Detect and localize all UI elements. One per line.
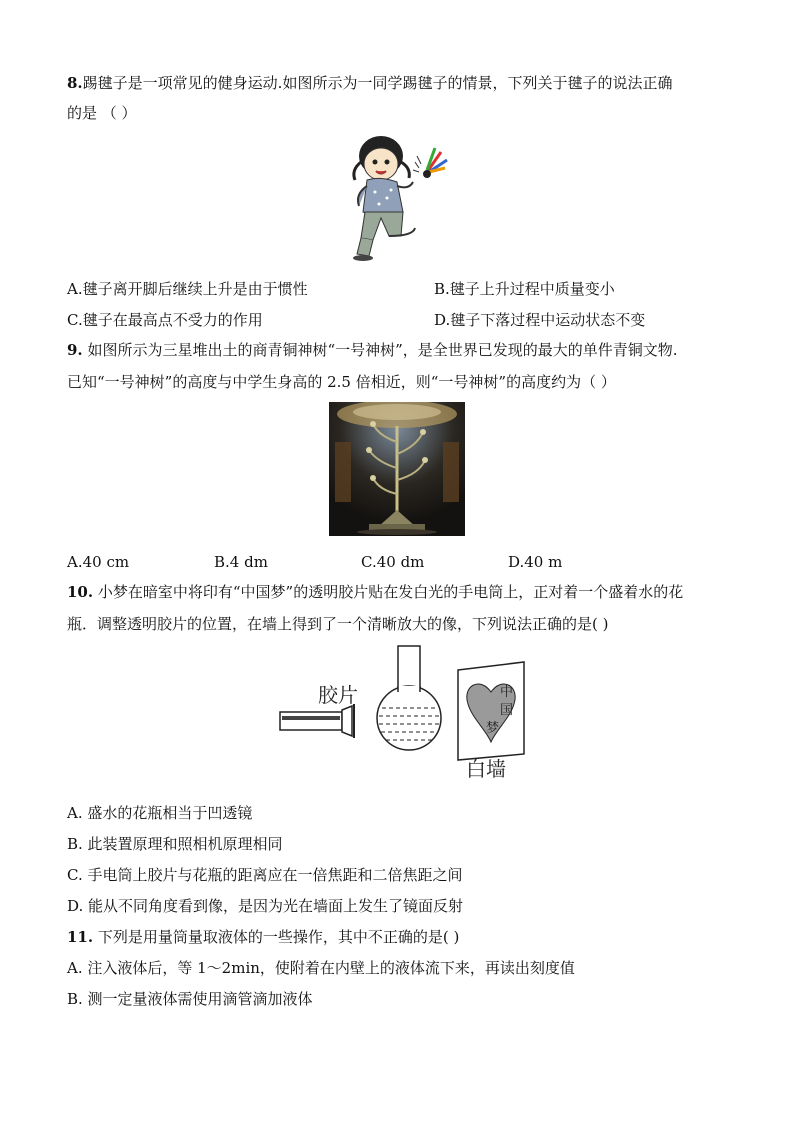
image-char-2: 国: [500, 703, 514, 718]
q10-option-b: B. 此装置原理和照相机原理相同: [67, 835, 283, 853]
wall-label: 白墙: [466, 757, 506, 781]
q8-option-c: C.毽子在最高点不受力的作用: [67, 311, 263, 329]
q9-number: 9.: [67, 341, 83, 359]
image-char-3: 梦: [486, 721, 500, 736]
q10-option-d: D. 能从不同角度看到像，是因为光在墙面上发生了镜面反射: [67, 897, 464, 915]
q11-option-b: B. 测一定量液体需使用滴管滴加液体: [67, 990, 313, 1008]
q11-number: 11.: [67, 928, 94, 946]
shuttlecock-kid-figure: [343, 132, 449, 264]
q8-stem-line1: 8.踢毽子是一项常见的健身运动.如图所示为一同学踢毽子的情景，下列关于毽子的说法正确: [67, 74, 673, 92]
q10-option-a: A. 盛水的花瓶相当于凹透镜: [67, 804, 253, 822]
image-char-1: 中: [500, 685, 514, 700]
q11-stem-line1: 11. 下列是用量筒量取液体的一些操作，其中不正确的是( ): [67, 928, 460, 946]
q9-option-b: B.4 dm: [214, 553, 268, 571]
q9-stem-line1: 9. 如图所示为三星堆出土的商青铜神树“一号神树”，是全世界已发现的最大的单件青铜文物.: [67, 341, 678, 359]
q10-stem-line2: 瓶．调整透明胶片的位置，在墙上得到了一个清晰放大的像，下列说法正确的是( ): [67, 615, 609, 633]
bronze-tree-photo: [329, 402, 465, 536]
film-label: 胶片: [318, 683, 358, 707]
q8-option-a: A.毽子离开脚后继续上升是由于惯性: [67, 280, 308, 298]
q10-number: 10.: [67, 583, 94, 601]
q8-number: 8.: [67, 74, 83, 92]
q8-option-b: B.毽子上升过程中质量变小: [434, 280, 615, 298]
q8-stem-line2: 的是 （ ）: [67, 104, 137, 122]
q10-option-c: C. 手电筒上胶片与花瓶的距离应在一倍焦距和二倍焦距之间: [67, 866, 463, 884]
q9-option-d: D.40 m: [508, 553, 563, 571]
q9-option-c: C.40 dm: [361, 553, 425, 571]
q10-stem-line1: 10. 小梦在暗室中将印有“中国梦”的透明胶片贴在发白光的手电筒上，正对着一个盛着水的花: [67, 583, 684, 601]
q11-option-a: A. 注入液体后，等 1～2min，使附着在内壁上的液体流下来，再读出刻度值: [67, 959, 575, 977]
q9-option-a: A.40 cm: [67, 553, 130, 571]
q9-stem-line2: 已知“一号神树”的高度与中学生身高的 2.5 倍相近，则“一号神树”的高度约为（ ）: [67, 373, 616, 391]
q8-option-d: D.毽子下落过程中运动状态不变: [434, 311, 646, 329]
projection-experiment-figure: [278, 642, 528, 782]
